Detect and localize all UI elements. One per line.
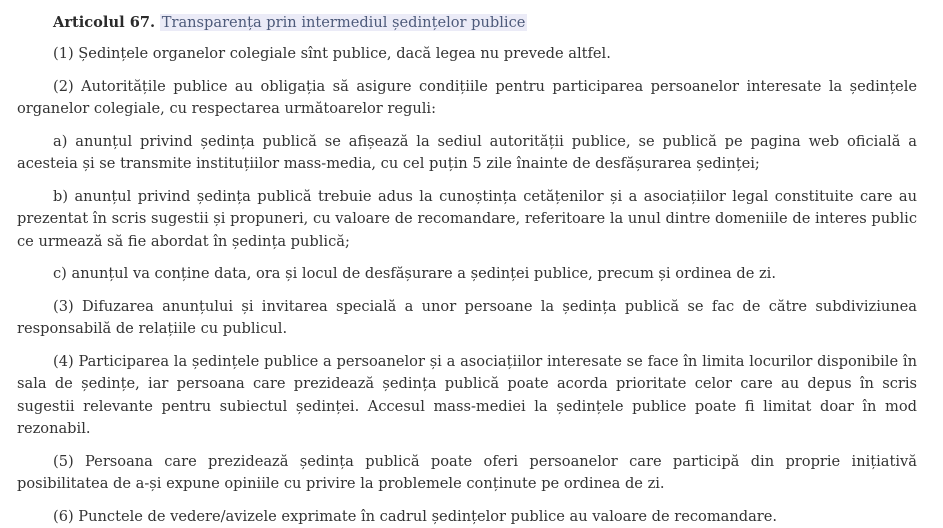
paragraph-6: (6) Punctele de vedere/avizele exprimate în cadrul ședințelor publice au valoare de recomandare. <box>17 506 917 528</box>
article-title: Transparența prin intermediul ședințelor publice <box>160 14 528 31</box>
paragraph-3: (3) Difuzarea anunțului și invitarea specială a unor persoane la ședința publică se fac de către subdiviziunea responsabilă de relațiile cu publicul. <box>17 296 917 341</box>
article-heading <box>17 12 917 34</box>
paragraph-5: (5) Persoana care prezidează ședința publică poate oferi persoanelor care participă din proprie inițiativă posibilitatea de a-și expune opiniile cu privire la problemele conținute pe ordinea de zi. <box>17 451 917 496</box>
paragraph-2c: c) anunțul va conține data, ora și locul de desfășurare a ședinței publice, precum și ordinea de zi. <box>17 263 917 286</box>
paragraph-2: (2) Autoritățile publice au obligația să asigure condițiile pentru participarea persoanelor interesate la ședințele organelor colegiale, cu respectarea următoarelor reguli: <box>17 76 917 121</box>
paragraph-4: (4) Participarea la ședințele publice a persoanelor și a asociațiilor interesate se face în limita locurilor disponibile în sala de ședințe, iar persoana care prezidează ședința publică poate acorda prioritate celor care au depus în scris sugestii relevante pentru subiectul ședinței. Accesul mass-mediei la ședințele publice poate fi limitat doar în mod rezonabil. <box>17 351 917 441</box>
article-number: Articolul 67. <box>53 14 155 31</box>
paragraph-2a: a) anunțul privind ședința publică se afișează la sediul autorității publice, se publică pe pagina web oficială a acesteia și se transmite instituțiilor mass-media, cu cel puțin 5 zile înainte de desfășurarea ședinței; <box>17 131 917 176</box>
paragraph-1: (1) Ședințele organelor colegiale sînt publice, dacă legea nu prevede altfel. <box>17 43 917 66</box>
paragraph-2b: b) anunțul privind ședința publică trebuie adus la cunoștința cetățenilor și a asociațiilor legal constituite care au prezentat în scris sugestii și propuneri, cu valoare de recomandare, referitoare la unul dintre domeniile de interes public ce urmează să fie abordat în ședința publică; <box>17 186 917 254</box>
